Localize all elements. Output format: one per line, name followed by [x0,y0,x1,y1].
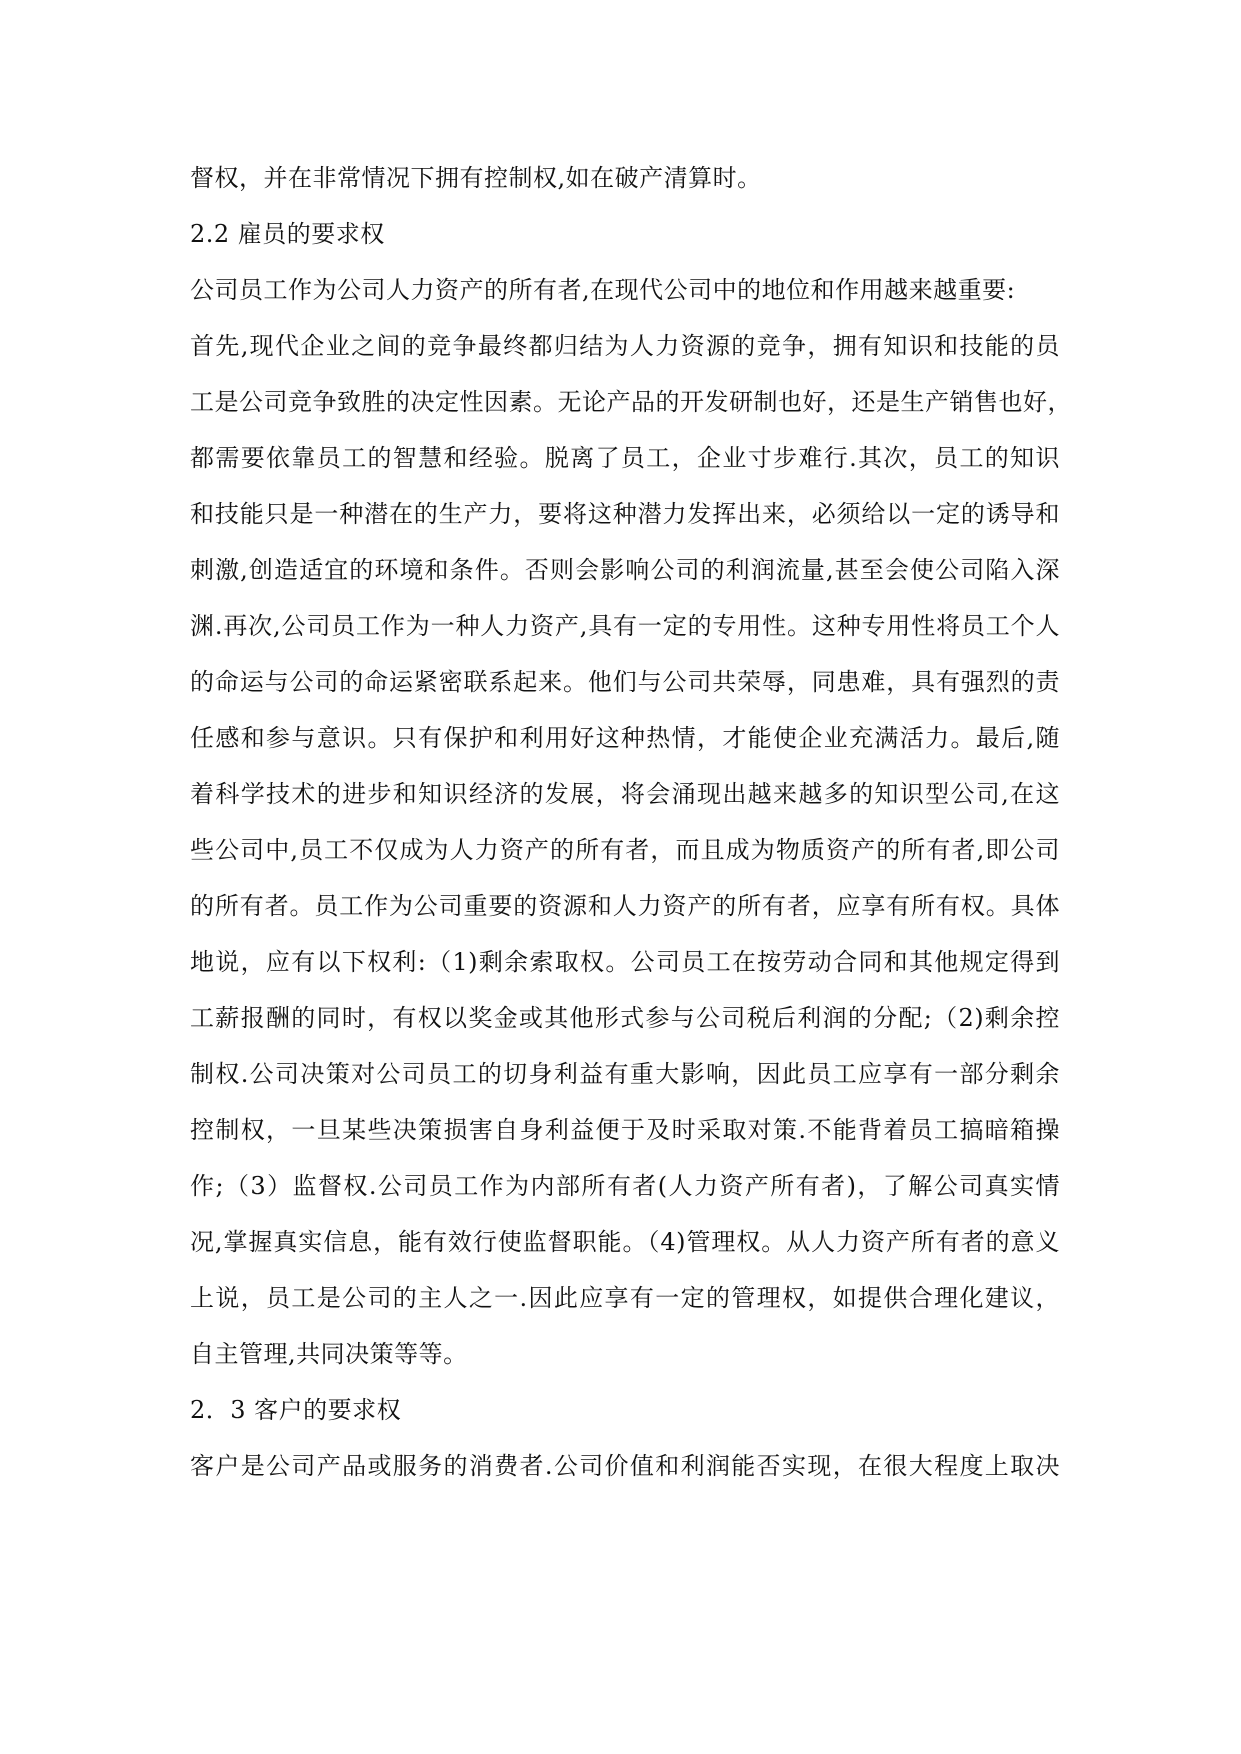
section-heading: 2.2 雇员的要求权 [190,220,385,248]
paragraph-line: 况,掌握真实信息，能有效行使监督职能。（4)管理权。从人力资产所有者的意义 [190,1228,1060,1256]
paragraph-line: 上说，员工是公司的主人之一.因此应享有一定的管理权，如提供合理化建议， [190,1284,1060,1312]
paragraph-line: 工薪报酬的同时，有权以奖金或其他形式参与公司税后利润的分配;（2)剩余控 [190,1004,1060,1032]
paragraph-line: 的所有者。员工作为公司重要的资源和人力资产的所有者，应享有所有权。具体 [190,892,1060,920]
paragraph-line: 任感和参与意识。只有保护和利用好这种热情，才能使企业充满活力。最后,随 [190,724,1060,752]
paragraph-line: 工是公司竞争致胜的决定性因素。无论产品的开发研制也好，还是生产销售也好， [190,388,1072,416]
paragraph-line: 作;（3）监督权.公司员工作为内部所有者(人力资产所有者)，了解公司真实情 [190,1172,1060,1200]
paragraph-line: 地说，应有以下权利:（1)剩余索取权。公司员工在按劳动合同和其他规定得到 [190,948,1060,976]
paragraph-line: 自主管理,共同决策等等。 [190,1340,468,1368]
paragraph-line: 的命运与公司的命运紧密联系起来。他们与公司共荣辱，同患难，具有强烈的责 [190,668,1060,696]
paragraph-line: 督权，并在非常情况下拥有控制权,如在破产清算时。 [190,164,762,192]
paragraph-line: 和技能只是一种潜在的生产力，要将这种潜力发挥出来，必须给以一定的诱导和 [190,500,1060,528]
paragraph-line: 些公司中,员工不仅成为人力资产的所有者，而且成为物质资产的所有者,即公司 [190,836,1060,864]
section-heading: 2．3 客户的要求权 [190,1396,402,1424]
paragraph-line: 控制权，一旦某些决策损害自身利益便于及时采取对策.不能背着员工搞暗箱操 [190,1116,1060,1144]
paragraph-line: 制权.公司决策对公司员工的切身利益有重大影响，因此员工应享有一部分剩余 [190,1060,1060,1088]
paragraph-line: 公司员工作为公司人力资产的所有者,在现代公司中的地位和作用越来越重要: [190,276,1016,304]
paragraph-line: 刺激,创造适宜的环境和条件。否则会影响公司的利润流量,甚至会使公司陷入深 [190,556,1060,584]
paragraph-line: 渊.再次,公司员工作为一种人力资产,具有一定的专用性。这种专用性将员工个人 [190,612,1060,640]
paragraph-line: 客户是公司产品或服务的消费者.公司价值和利润能否实现，在很大程度上取决 [190,1452,1060,1480]
paragraph-line: 都需要依靠员工的智慧和经验。脱离了员工，企业寸步难行.其次，员工的知识 [190,444,1060,472]
paragraph-line: 着科学技术的进步和知识经济的发展，将会涌现出越来越多的知识型公司,在这 [190,780,1060,808]
paragraph-line: 首先,现代企业之间的竞争最终都归结为人力资源的竞争，拥有知识和技能的员 [190,332,1060,360]
